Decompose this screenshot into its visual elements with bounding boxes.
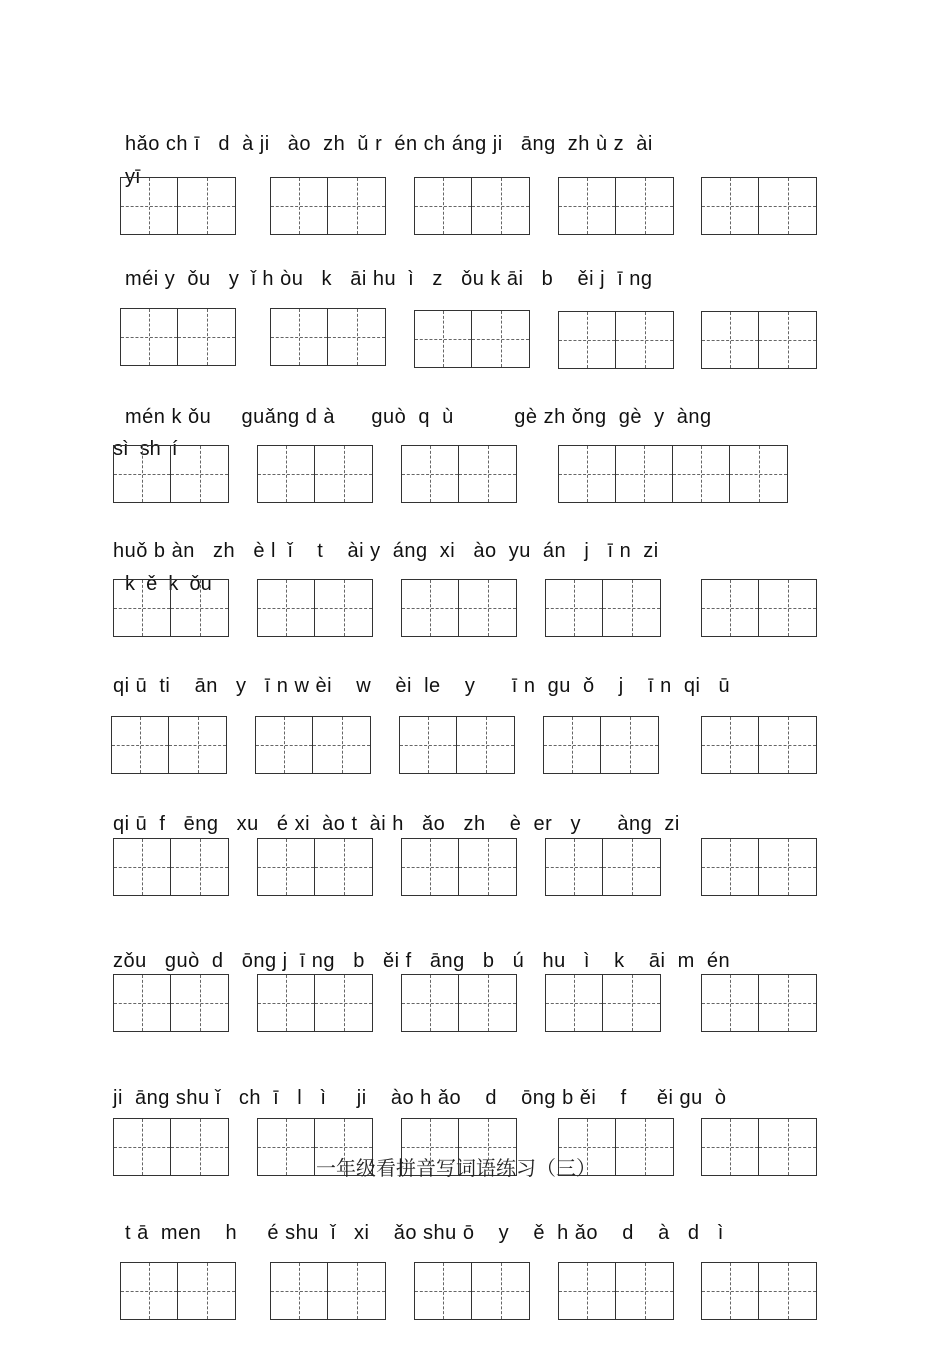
pinyin-row-8: ji āng shu ǐ ch ī l ì ji ào h ǎo d ōng b ěi f ěi gu ò	[113, 1087, 727, 1109]
writing-box	[701, 579, 817, 637]
writing-box	[701, 1118, 817, 1176]
writing-box	[257, 974, 373, 1032]
writing-box	[401, 838, 517, 896]
writing-box	[701, 177, 817, 235]
writing-box	[113, 974, 229, 1032]
pinyin-extra-4: k ě k ǒu	[125, 573, 212, 595]
pinyin-extra-1: yī	[125, 166, 141, 188]
writing-box	[701, 716, 817, 774]
writing-box	[414, 1262, 530, 1320]
writing-box	[414, 177, 530, 235]
writing-box	[399, 716, 515, 774]
writing-box	[111, 716, 227, 774]
writing-box	[257, 445, 373, 503]
writing-box	[270, 308, 386, 366]
pinyin-row-1: hǎo ch ī d à ji ào zh ǔ r én ch áng ji āng zh ù z ài	[125, 133, 653, 155]
worksheet-title: 一年级看拼音写词语练习（三）	[316, 1156, 596, 1180]
writing-box	[113, 1118, 229, 1176]
writing-box	[257, 579, 373, 637]
writing-box	[113, 838, 229, 896]
writing-box	[545, 974, 661, 1032]
pinyin-row-6: qi ū f ēng xu é xi ào t ài h ǎo zh è er y àng zi	[113, 813, 680, 835]
pinyin-row-7: zǒu guò d ōng j ī ng b ěi f āng b ú hu ì k āi m én	[113, 950, 731, 972]
pinyin-row-9: t ā men h é shu ǐ xi ǎo shu ō y ě h ǎo d à d ì	[125, 1222, 724, 1244]
writing-box	[701, 974, 817, 1032]
writing-box	[257, 838, 373, 896]
writing-box	[558, 1262, 674, 1320]
writing-box	[255, 716, 371, 774]
writing-box	[120, 177, 236, 235]
pinyin-row-5: qi ū ti ān y ī n w èi w èi le y ī n gu ǒ j ī n qi ū	[113, 675, 731, 697]
writing-box	[701, 838, 817, 896]
pinyin-row-4: huǒ b àn zh è l ǐ t ài y áng xi ào yu án j ī n zi	[113, 540, 659, 562]
writing-box	[401, 974, 517, 1032]
pinyin-row-3: mén k ǒu guǎng d à guò q ù gè zh ǒng gè y àng	[125, 406, 712, 428]
writing-box	[701, 311, 817, 369]
writing-box	[120, 308, 236, 366]
pinyin-extra-3: sì sh í	[113, 438, 178, 460]
writing-box	[543, 716, 659, 774]
writing-box	[558, 177, 674, 235]
writing-box	[558, 311, 674, 369]
writing-box	[701, 1262, 817, 1320]
pinyin-row-2: méi y ǒu y ǐ h òu k āi hu ì z ǒu k āi b ěi j ī ng	[125, 268, 653, 290]
writing-box	[113, 445, 229, 503]
writing-box	[545, 838, 661, 896]
writing-box	[270, 177, 386, 235]
writing-box	[401, 445, 517, 503]
writing-box	[545, 579, 661, 637]
writing-box	[414, 310, 530, 368]
writing-box	[401, 579, 517, 637]
writing-box	[120, 1262, 236, 1320]
writing-box-four	[558, 445, 788, 503]
writing-box	[113, 579, 229, 637]
writing-box	[270, 1262, 386, 1320]
